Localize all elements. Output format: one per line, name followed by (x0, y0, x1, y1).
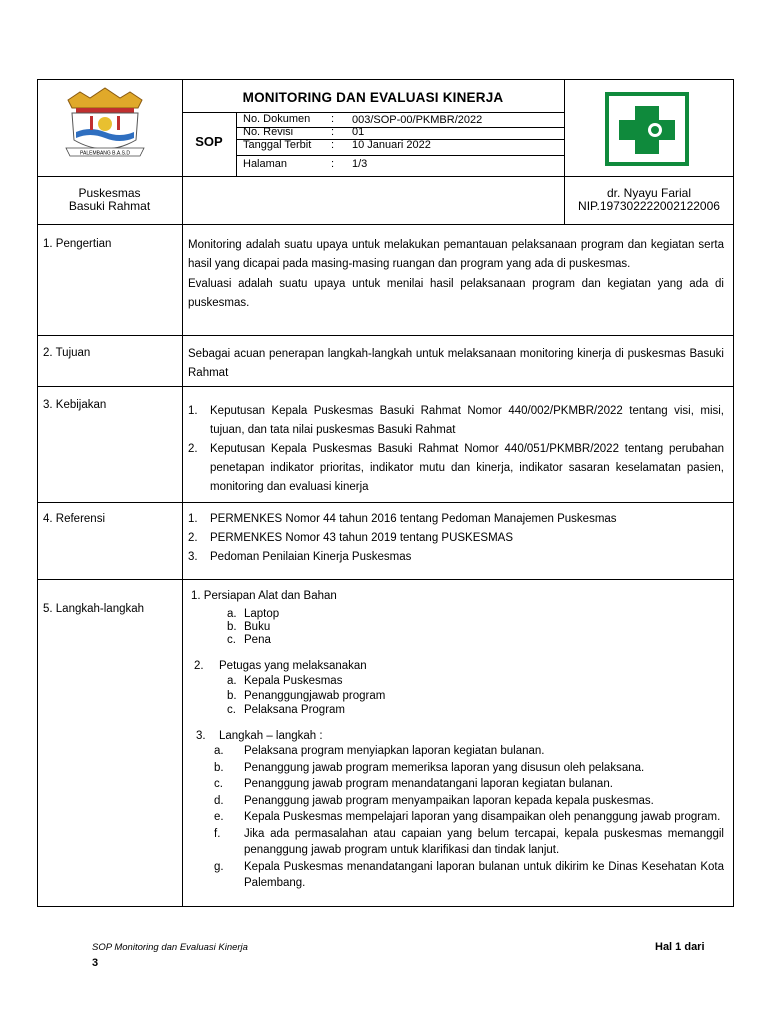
step-sublist (188, 608, 728, 647)
column-divider-left (182, 79, 183, 907)
list-text: Jika ada permasalahan atau capaian yang belum tercapai, kepala puskesmas memanggil penanggung jawab program untuk klarifikasi dan tindak lanjut. (244, 827, 724, 856)
list-letter: a. (227, 608, 237, 620)
step-heading: 1. Persiapan Alat dan Bahan (191, 590, 337, 602)
logo-ribbon-text: PALEMBANG B.A.S.D (80, 150, 130, 157)
langkah-step-1 (188, 589, 728, 647)
step-sublist (188, 674, 728, 718)
meta-sep: : (331, 158, 335, 170)
tujuan-paragraph: Sebagai acuan penerapan langkah-langkah untuk melaksanaan monitoring kinerja di puskesmas Basuki Rahmat (188, 348, 724, 380)
list-item (214, 743, 724, 760)
document-title: MONITORING DAN EVALUASI KINERJA (242, 90, 504, 105)
signer-block (564, 187, 734, 213)
list-item (188, 440, 724, 497)
list-item (227, 621, 728, 634)
list-text: Keputusan Kepala Puskesmas Basuki Rahmat Nomor 440/002/PKMBR/2022 tentang visi, misi, tujuan, dan tata nilai puskesmas Basuki Rahmat (210, 405, 724, 436)
list-letter: b. (227, 689, 237, 702)
meta-sep: : (331, 113, 335, 125)
list-text: PERMENKES Nomor 44 tahun 2016 tentang Pedoman Manajemen Puskesmas (210, 513, 617, 525)
list-letter: e. (214, 811, 224, 823)
meta-key: No. Dokumen (243, 113, 311, 125)
list-text: Pedoman Penilaian Kinerja Puskesmas (210, 551, 412, 563)
list-item (227, 689, 728, 704)
step-sublist (188, 743, 724, 892)
list-text: Keputusan Kepala Puskesmas Basuki Rahmat Nomor 440/051/PKMBR/2022 tentang perubahan penetapan indikator prioritas, indikator mutu dan kinerja, indikator sasaran keselamatan pasien, monitoring dan evaluasi kinerja (210, 443, 724, 493)
pengertian-paragraph: Monitoring adalah suatu upaya untuk melakukan pemantauan pelaksanaan program dan kegiatan serta hasil yang dicapai pada masing-masing ruangan dan program yang ada di puskesmas. (188, 239, 724, 271)
meta-value: 01 (352, 126, 365, 138)
kebijakan-list (188, 402, 724, 497)
list-text: Kepala Puskesmas menandatangani laporan bulanan untuk dikirim ke Dinas Kesehatan Kota Palembang. (244, 860, 724, 889)
org-line-1: Puskesmas (78, 186, 141, 200)
meta-key: Tanggal Terbit (243, 139, 312, 151)
list-text: Penanggung jawab program memeriksa laporan yang disusun oleh pelaksana. (244, 761, 645, 774)
list-letter: a. (214, 745, 224, 757)
step-number: 3. (196, 730, 206, 742)
list-text: Buku (244, 621, 271, 633)
step-heading: Petugas yang melaksanakan (219, 660, 367, 672)
org-line-2: Basuki Rahmat (68, 199, 151, 213)
signer-name: dr. Nyayu Farial (606, 186, 692, 200)
list-text: Penanggung jawab program menandatangani laporan kegiatan bulanan. (244, 778, 613, 790)
list-letter: b. (227, 621, 237, 633)
list-text: Kepala Puskesmas (244, 675, 343, 687)
row-line-kebijakan (37, 502, 734, 503)
list-item (188, 510, 724, 529)
signer-nip: NIP.197302222002122006 (578, 199, 720, 213)
footer-page-total: 3 (92, 957, 99, 969)
pengertian-content (188, 236, 724, 313)
list-letter: g. (214, 860, 224, 873)
list-item (227, 674, 728, 689)
row-line-referensi (37, 579, 734, 580)
list-letter: d. (214, 794, 224, 807)
list-text: Pelaksana program menyiapkan laporan kegiatan bulanan. (244, 745, 545, 757)
meta-sep: : (331, 126, 335, 138)
row-line-pengertian (37, 335, 734, 336)
sop-divider (236, 112, 237, 176)
palembang-city-logo (60, 86, 150, 166)
list-item (214, 859, 724, 892)
footer-document-name: SOP Monitoring dan Evaluasi Kinerja (92, 942, 248, 953)
section-label-pengertian: 1. Pengertian (43, 238, 112, 250)
step-number: 2. (194, 660, 204, 672)
list-number: 1. (188, 513, 198, 525)
step-heading-row (188, 729, 724, 743)
list-item (188, 402, 724, 440)
list-letter: f. (214, 827, 221, 840)
list-text: Penanggungjawab program (244, 689, 386, 702)
list-item (227, 608, 728, 621)
referensi-list (188, 510, 724, 567)
list-item (214, 760, 724, 777)
list-item (214, 826, 724, 859)
org-name (37, 187, 182, 213)
list-text: Pena (244, 634, 271, 646)
list-item (214, 809, 724, 826)
meta-key: Halaman (243, 158, 288, 170)
list-item (188, 529, 724, 548)
row-line-header (37, 176, 734, 177)
list-item (227, 703, 728, 718)
langkah-step-3 (188, 729, 724, 892)
section-label-kebijakan: 3. Kebijakan (43, 399, 107, 411)
meta-key: No. Revisi (243, 126, 294, 138)
list-text: Kepala Puskesmas mempelajari laporan yang disampaikan oleh penanggung jawab program. (244, 811, 721, 823)
list-number: 2. (188, 443, 198, 455)
row-line-tujuan (37, 386, 734, 387)
puskesmas-cross-logo (597, 90, 697, 170)
section-label-referensi: 4. Referensi (43, 513, 106, 525)
step-heading: Langkah – langkah : (219, 730, 323, 742)
list-letter: c. (214, 778, 223, 790)
meta-value: 003/SOP-00/PKMBR/2022 (352, 114, 483, 126)
list-text: Laptop (244, 608, 280, 620)
title-divider (182, 112, 564, 113)
sop-label: SOP (195, 134, 223, 149)
meta-row-line-3 (236, 155, 564, 156)
list-text: PERMENKES Nomor 43 tahun 2019 tentang PUSKESMAS (210, 532, 513, 544)
section-label-tujuan: 2. Tujuan (43, 347, 91, 359)
tujuan-content (188, 345, 724, 384)
list-letter: c. (227, 634, 236, 646)
list-text: Penanggung jawab program menyampaikan laporan kepada kepala puskesmas. (244, 794, 654, 807)
list-item (214, 776, 724, 793)
list-number: 2. (188, 532, 198, 544)
list-item (227, 634, 728, 647)
footer-page-label: Hal 1 dari (655, 941, 705, 953)
list-letter: b. (214, 761, 224, 774)
list-letter: c. (227, 704, 236, 716)
pengertian-paragraph: Evaluasi adalah suatu upaya untuk menilai hasil pelaksanaan program dan kegiatan yang ada di puskesmas. (188, 277, 724, 309)
meta-value: 1/3 (352, 158, 368, 170)
list-letter: a. (227, 675, 237, 687)
meta-sep: : (331, 139, 335, 151)
step-heading-row (188, 659, 728, 673)
list-item (214, 793, 724, 810)
list-text: Pelaksana Program (244, 704, 345, 716)
langkah-step-2 (188, 659, 728, 718)
list-item (188, 548, 724, 567)
list-number: 3. (188, 551, 198, 563)
row-line-org (37, 224, 734, 225)
list-number: 1. (188, 405, 198, 417)
meta-value: 10 Januari 2022 (352, 139, 431, 151)
section-label-langkah: 5. Langkah-langkah (43, 603, 145, 615)
